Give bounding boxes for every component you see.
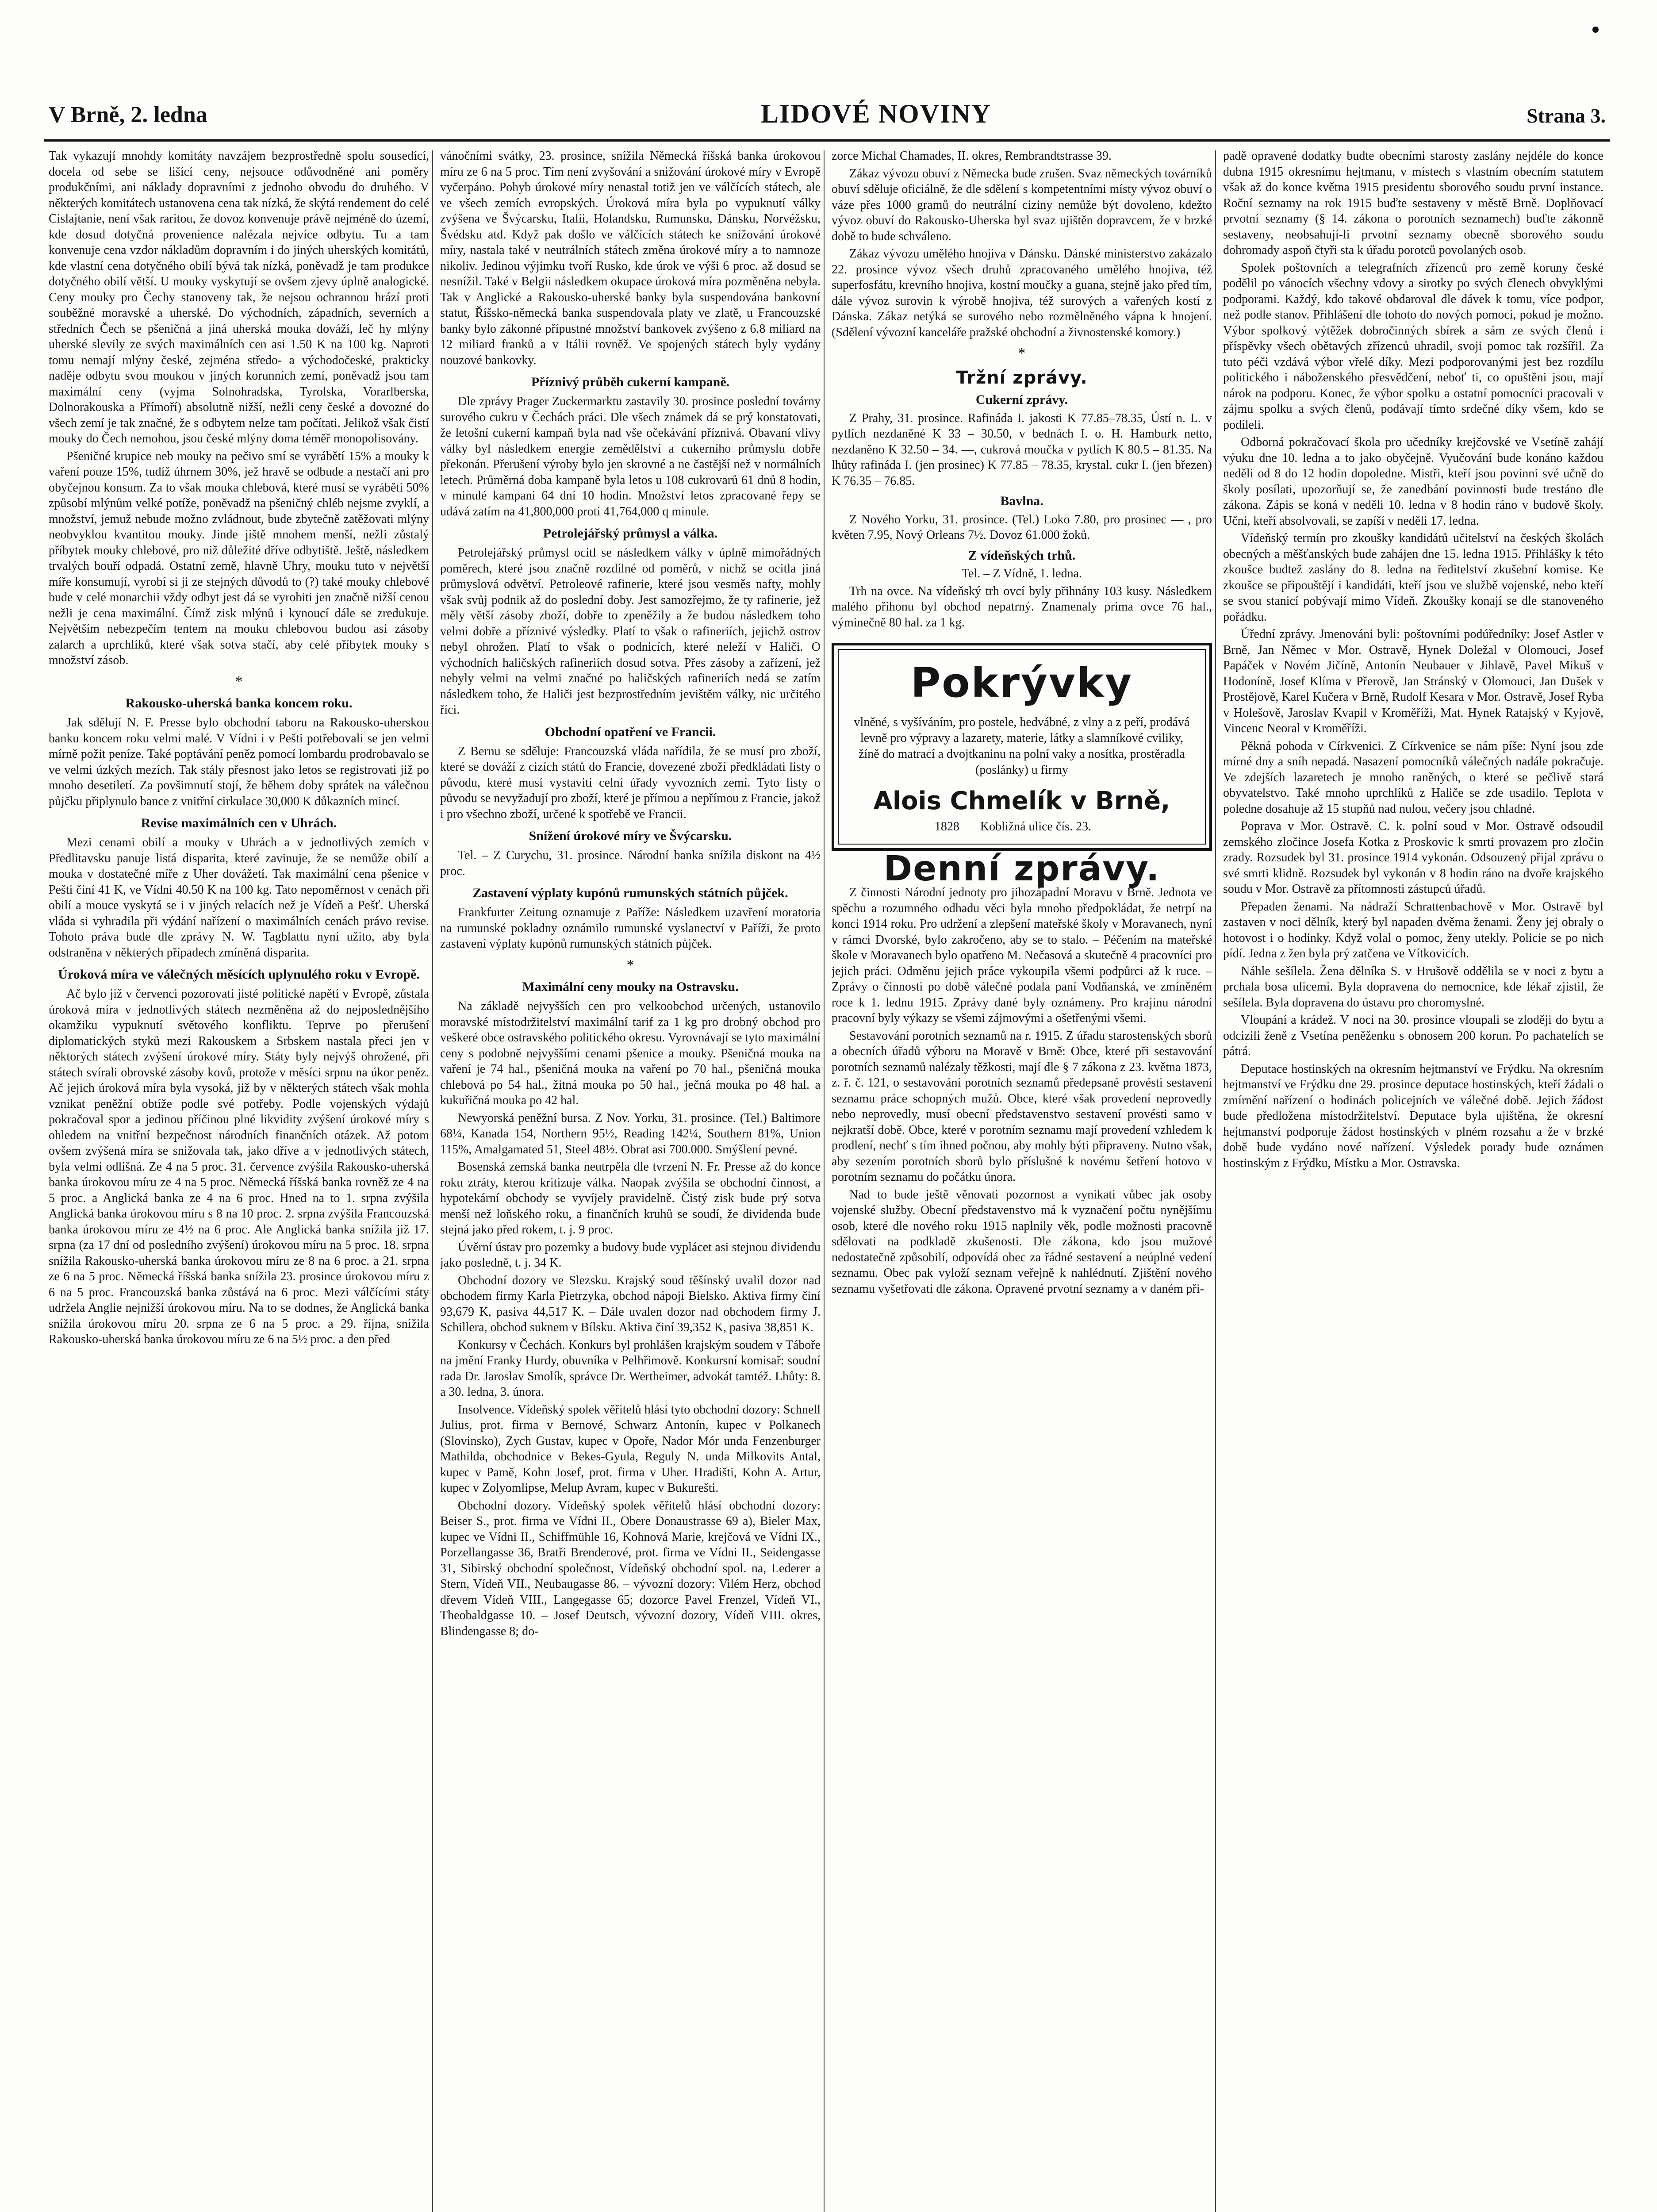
ad-address: Kobližná ulice čís. 23. [980, 820, 1092, 833]
ad-address-line [849, 819, 1194, 835]
paragraph: Jak sdělují N. F. Presse bylo obchodní taboru na Rakousko-uherskou banku koncem roku velmi malé. V Vídni i v Pešti potřebovali se jen velmi mírně požit peníze. Také poptávání peněz pomocí lombardu prodrobavalo se ve velmi úzkých mezích. Tak stály přesnost jako letos se registrovati již po mnoho desetiletí. Za povšimnutí stojí, že během doby sprátek na válečnou půjčku připlynulo bance z vnitřní cirkulace 30,000 K důkazních mincí. [49, 716, 429, 808]
masthead [44, 99, 1610, 142]
paragraph: Z činnosti Národní jednoty pro jihozápadní Moravu v Brně. Jednota ve spěchu a rozumného odhadu věci byla mnoho předpokládat, že netrpí na konci 1914 roku. Pro udržení a zlepšení mateřské školy v Moravanech, nyní v rámci Dvorské, bylo zakročeno, aby se to stalo. – Péčením na mateřské škole v Moravanech bylo opatřeno M. Nečasová a skutečně 4 pracovníci pro jejich práci. Odměnu jejich práce vykoupila všemi podpůrci až k ruce. – Zprávy o činnosti po době válečné podala paní Vodňanská, ve zmíněném roce k 1. lednu 1915. Zprávy dané byly oznámeny. Pro krajinu národní pracovní byly výkazy se všemi zájmovými a ošetřenými všemi. [832, 886, 1212, 1025]
paragraph: Náhle sešílela. Žena dělníka S. v Hrušově oddělila se v noci z bytu a prchala bosa ulicemi. Byla dopravena do nemocnice, kde lékař zjistil, že sešílela. Byla dopravena do ústavu pro choromyslné. [1223, 964, 1603, 1010]
advertisement-box [832, 643, 1212, 851]
paragraph: Konkursy v Čechách. Konkurs byl prohlášen krajským soudem v Táboře na jmění Franky Hurdy, obuvníka v Pelhřimově. Konkursní komisař: soudní rada Dr. Jaroslav Smolík, správce Dr. Wertheimer, advokát tamtéž. Lhůty: 8. a 30. ledna, 3. února. [440, 1338, 821, 1399]
paragraph: Petrolejářský průmysl ocitl se následkem války v úplně mimořádných poměrech, které jsou značně rozdílné od poměrů, v nichž se ocitla jiná průmyslová odvětví. Petroleové rafinerie, které jsou vesměs nafty, mohly však svůj podnik až do poslední doby. Jest samozřejmo, že ty rafinerie, jež měly větší zásoby zboží, dobře to zpeněžily a že budou následkem toho velmi dobře a příznivé výsledky. Platí to však o rafineriích, jejichž ostrov nebyl ohrožen. Platí to však o podnicích, které neleží v Haliči. O východních haličských rafineriích dosud sotva. Přes zásoby a zařízení, jež nebyly velmi na velmi značné po haličských rafineriích nedá se zatím následkem toho, že Haliči jest bezprostředním jevištěm války, nic určitého říci. [440, 546, 821, 717]
paragraph: Tel. – Z Curychu, 31. prosince. Národní banka snížila diskont na 4½ proc. [440, 849, 821, 878]
daily-news-heading: Denní zprávy. [883, 849, 1160, 889]
masthead-title: LIDOVÉ NOVINY [761, 99, 992, 128]
section-heading: Obchodní opatření ve Francii. [545, 724, 716, 739]
paragraph: Deputace hostinských na okresním hejtmanství ve Frýdku. Na okresním hejtmanství ve Frýdku dne 29. prosince deputace hostinských, kteří žádali o zmírnění nařízení o hodinách policejních ve válečné době. Jejich žádost bude předložena místodržitelství. Deputace byla ujištěna, že okresní hejtmanství podporuje žádost hostinských v plném rozsahu a že v brzké době bude vydáno nové nařízení. Výsledek porady bude oznámen hostinským z Frýdku, Místku a Mor. Ostravska. [1223, 1062, 1603, 1170]
section-heading: Úroková míra ve válečných měsících uplynulého roku v Evropě. [58, 967, 420, 982]
paragraph: Odborná pokračovací škola pro učedníky krejčovské ve Vsetíně zahájí výuku dne 10. ledna a to jako obyčejně. Vyučování bude konáno každou neděli od 8 do 12 hodin dopoledne. Mistři, kteří jsou povinni své učně do školy posílati, upozorňují se, že zanedbání povinnosti bude trestáno dle zákona. Zápis se koná v neděli 10. ledna v 8 hodin ráno v budově školy. Učni, kteří absolvovali, se zapíší v neděli 17. ledna. [1223, 435, 1603, 528]
paragraph: Vídeňský termín pro zkoušky kandidátů učitelství na českých školách obecných a měšťanských bude zahájen dne 15. ledna 1915. Přihlášky k této zkoušce budtež zaslány do 8. ledna na ředitelství zkušební komise. Ke zkoušce se připouštějí i kandidáti, kteří jsou ve službě vojenské, nebo kteří se svou stanicí pobývají mimo Vídeň. Zkoušky konají se dle stanoveného pořádku. [1223, 531, 1603, 624]
ad-year: 1828 [934, 820, 959, 833]
paragraph: Nad to bude ještě věnovati pozornost a vynikati vůbec jak osoby vojenské služby. Obecní představenstvo má k vyznačení počtu nynějšímu osob, které dle nového roku 1915 naplnily věk, podle možnosti pracovně sdělovati na podkladě zkušenosti. Dle zákona, kdo jsou mužové nedostatečně způsobilí, odpovídá obec za řádné sestavení a neúplné vedení seznamu. Obec pak vyloží seznam veřejně k nahlédnutí. Zjištění nového seznamu vyšetřovati dle zákona. Opravené prvotní seznamy a v daném při- [832, 1187, 1212, 1296]
column-2 [440, 148, 821, 2212]
separator-star: * [235, 673, 243, 690]
column-rule [432, 150, 433, 2212]
paragraph: Sestavování porotních seznamů na r. 1915. Z úřadu starostenských sborů a obecních úřadů výboru na Moravě v Brně: Obce, které při sestavování porotních seznamů nalézaly těžkosti, mají dle § 7 zákona z 23. května 1873, z. ř. č. 121, o sestavování porotních seznamů předepsané provésti sestavení seznamu práce schopných mužů. Obce, které však provedení neprovedly nebo neprovedly, musí obecní představenstvo sestavení provésti samo v nejkratší době. Obce, které v porotním seznamu mají provedení vzhledem k prodlení, nechť s tím ihned počnou, aby mohly býti připraveny. Nutno však, aby sezením porotních sborů bylo příslušné k novému šetření hotovo v porotním seznamu do počátku února. [832, 1029, 1212, 1184]
paragraph: Z Prahy, 31. prosince. Rafináda I. jakosti K 77.85–78.35, Ústí n. L. v pytlích nezdaněné K 33 – 30.50, v bednách I. o. H. Hamburk netto, nezdaněno K 32.50 – 34. —, cukrová moučka v pytlích K 80.5 – 81.35. Na lhůty rafináda I. (jen prosinec) K 77.85 – 78.35, krystal. cukr I. (jen březen) K 76.35 – 76.85. [832, 411, 1212, 488]
section-heading: Příznivý průběh cukerní kampaně. [531, 375, 730, 389]
separator-star: * [1018, 345, 1026, 361]
section-heading: Petrolejářský průmysl a válka. [543, 526, 718, 541]
paragraph: Vloupání a krádež. V noci na 30. prosince vloupali se zloději do bytu a odcizili ženě z Vsetína peněženku s obnosem 200 korun. Po pachatelích se pátrá. [1223, 1013, 1603, 1058]
paragraph: Insolvence. Vídeňský spolek věřitelů hlásí tyto obchodní dozory: Schnell Julius, prot. firma v Bernové, Schwarz Antonín, kupec v Polkanech (Slovinsko), Zych Gustav, kupec v Opoře, Nador Mór unda Fenzenburger Mathilda, obchodnice v Bekes-Gyula, Reguly N. unda Milkovits Antal, kupec v Pamě, Kohn Josef, prot. firma v Uher. Hradišti, Kohn A. Artur, kupec v Zolyomlipse, Melup Avram, kupec v Bukurešti. [440, 1402, 821, 1495]
paragraph: Bosenská zemská banka neutrpěla dle tvrzení N. Fr. Presse až do konce roku ztráty, kterou kritizuje válka. Naopak zvýšila se obchodní činnost, a hypotekární obchody se vyvíjely pravidelně. Čistý zisk bude prý sotva menší než loňského roku, a finančních kruhů se soudí, že dividenda bude stejná jako před rokem, t. j. 9 proc. [440, 1160, 821, 1237]
masthead-date: V Brně, 2. ledna [49, 102, 207, 127]
separator-star: * [626, 956, 634, 973]
paragraph: Úřední zprávy. Jmenováni byli: poštovními podúředníky: Josef Astler v Brně, Jan Němec v Mor. Ostravě, Hynek Doležal v Olomouci, Josef Papáček v Novém Jičíně, Antonín Neubauer v Jihlavě, Pavel Mikuš v Hodoníně, Josef Klíma v Přerově, Jan Stránský v Olomouci, Jan Dušek v Prostějově, Karel Kučera v Brně, Rudolf Kesara v Mor. Ostravě, Josef Ryba v Holešově, Jaroslav Kvapil v Kroměříži, Mat. Hynek Ratajský v Kyjově, Vincenc Neoral v Kroměříži. [1223, 627, 1603, 735]
column-3 [832, 148, 1212, 2212]
paragraph: Tak vykazují mnohdy komitáty navzájem bezprostředně spolu sousedící, docela od sebe se lišící ceny, nejsouce odůvodněné ani poměry produkčními, ani náklady dopravními z jednoho obvodu do druhého. V některých komitátech ustanovena cena tak nízká, že skýtá rendement do celé Cislajtanie, není však raritou, že dovoz konvenuje právě nejméně do území, kde dosud dotyčná provenience nalézala nejvíce odbytu. Tu a tam konvenuje cena vzdor nákladům dopravním i do jiných uherských komitátů, kde vlastní cena dotyčného obilí bývá tak nízká, poněvadž je tam produkce dotyčného obilí větší. U mouky vyskytují se ovšem zjevy úplně analogické. Ceny mouky pro Čechy stanoveny tak, že nejsou ochrannou hrází proti souběžné moravské a uherské. Do východních, západních, severních a středních Čech se pšeničná a jiná uherská mouka dováží, leč hy mlýny uherské slevily ze svých maximálních cen asi 1.50 K na 100 kg. Naproti tomu nemají mlýny české, zejména středo- a východočeské, prakticky naděje odbytu svou moukou v jiných korunních zemí, poněvadž jsou tam maximální ceny (vyjma Solnohradska, Tyrolska, Vorarlberska, Dolnorakouska a Přímoří) absolutně nižší, nežli ceny české a dovozné do všech zemí je tak značné, že s odbytem nelze tam počítati. Jelikož však čistí mouky do Čech nemohou, jsou české mlýny doma téměř monopolisovány. [49, 149, 429, 445]
ad-title: Pokrývky [910, 659, 1133, 707]
section-heading: Rakousko-uherská banka koncem roku. [125, 696, 353, 710]
paragraph: zorce Michal Chamades, II. okres, Rembrandtstrasse 39. [832, 149, 1112, 163]
section-heading: Z vídeňských trhů. [968, 548, 1076, 563]
column-1 [49, 148, 429, 2212]
paragraph: Dle zprávy Prager Zuckermarktu zastavily 30. prosince poslední továrny surového cukru v Čechách práci. Dle všech známek dá se prý konstatovati, že letošní cukerní kampaň byla nad vše očekávání příznivá. Obavaní vlivy války byl následkem energie zemědělství a cukerního průmyslu dobře překonán. Přerušení výroby bylo jen skrovné a ne častější než v normálních letech. Průměrná doba kampaně byla letos u 108 cukrovarů 61 dnů 8 hodin, v minulé kampani 64 dní 10 hodin. Množství letos zpracované řepy se udává zatím na 41,800,000 proti 41,764,000 q minule. [440, 395, 821, 518]
paragraph: Na základě nejvyšších cen pro velkoobchod určených, ustanovilo moravské místodržitelství maximální tarif za 1 kg pro drobný obchod pro veškeré obce ostravského politického okresu. Vyrovnávají se tyto maximální ceny s podobně nejvyššími cenami pšenice a mouky. Pšeničná mouka na vaření je 74 hal., pšeničná mouka na vaření po 70 hal., pšeničná mouka chlebová po 54 hal., žitná mouka po 50 hal., ječná mouka po 48 hal. a kukuřičná mouka po 42 hal. [440, 999, 821, 1107]
column-rule [824, 150, 825, 2212]
column-4 [1223, 148, 1603, 2212]
paragraph: Zákaz vývozu umělého hnojiva v Dánsku. Dánské ministerstvo zakázalo 22. prosince vývoz všech druhů zpracovaného umělého hnojiva, též superfosfátu, krevního hnojiva, kostní moučky a guana, stejně jako před tím, dále vývoz surovin k výrobě hnojiva, též surových a vařených kostí z Dánska. Zákaz netýká se surového nebo rozmělněného vápna k hnojení. (Sdělení vývozní kanceláře pražské obchodní a živnostenské komory.) [832, 247, 1212, 339]
column-rule [1215, 150, 1216, 2212]
paragraph: Obchodní dozory ve Slezsku. Krajský soud těšínský uvalil dozor nad obchodem firmy Karla Pietrzyka, obchod nápoji Bielsko. Aktiva firmy činí 93,679 K, pasiva 44,517 K. – Dále uvalen dozor nad obchodem firmy J. Schillera, obchod suknem v Bílsku. Aktiva činí 39,352 K, pasiva 38,851 K. [440, 1273, 821, 1334]
paragraph: Frankfurter Zeitung oznamuje z Paříže: Následkem uzavření moratoria na rumunské pokladny oznámilo rumunské vyslanectví v Paříži, že proto zastavení výplaty kupónů rumunských státních půjček. [440, 906, 821, 951]
section-heading: Revise maximálních cen v Uhrách. [141, 816, 337, 830]
paragraph: padě opravené dodatky budte obecními starosty zaslány nejdéle do konce dubna 1915 okresnímu hejtmanu, v místech s vlastním obecním statutem však až do konce května 1915 presidentu sborového soudu první instance. Roční seznamy na rok 1915 buďte sestaveny v městě Brně. Doplňovací prvotní seznamy (§ 14. zákona o porotních seznamech) buďte zákonně sestaveny, neobsahují-li prvotní seznamy obecně sborového soudu dohromady aspoň čtyři sta k úřadu porotců povolaných osob. [1223, 149, 1603, 257]
section-heading: Cukerní zprávy. [975, 392, 1068, 407]
paragraph: Obchodní dozory. Vídeňský spolek věřitelů hlásí obchodní dozory: Beiser S., prot. firma ve Vídni II., Obere Donaustrasse 69 a), Bieler Max, kupec ve Vídni II., Schiffmühle 16, Kohnová Marie, krejčová ve Vídni IX., Porzellangasse 36, Bratři Brenderové, prot. firma ve Vídni II., Seidengasse 31, Sibirský obchodní společnost, Vídeňský obchodní spol. na, Lederer a Stern, Vídeň VII., Neubaugasse 86. – vývozní dozory: Vilém Herz, obchod dřevem Vídeň VIII., Langegasse 65; dozorce Pavel Frenzel, Vídeň VI., Theobaldgasse 10. – Josef Deutsch, vývozní dozory, Vídeň VIII. okres, Blindengasse 8; do- [440, 1498, 821, 1638]
paragraph: Trh na ovce. Na vídeňský trh ovcí byly přihnány 103 kusy. Následkem malého přihonu byl obchod nepatrný. Znamenaly prima ovce 76 hal., výminečně 80 hal. za 1 kg. [832, 584, 1212, 630]
paragraph: Úvěrní ústav pro pozemky a budovy bude vyplácet asi stejnou dividendu jako posledně, t. j. 34 K. [440, 1240, 821, 1270]
ad-body: vlněné, s vyšíváním, pro postele, hedvábné, z vlny a z peří, prodává levně pro výpravy a lazarety, materie, látky a slamníkové cviliky, žíně do matrací a dvojtkaninu na polní vaky a nosítka, prostěradla (poslánky) u firmy [854, 715, 1190, 777]
paragraph: Spolek poštovních a telegrafních zřízenců pro země koruny české podělil po vánocích všechny vdovy a sirotky po svých členech obvyklými podporami. Každý, kdo takové obdaroval dle dávek k tomu, více podpor, než podle stanov. Přihlášení dle tohoto do nových pomocí, pokud je možno. Výbor spolkový výtěžek dobročinných sbírek a sám ze svých členů i příspěvky všech obětavých zřízenců uhradil, svoji pomoc tak rozšířil. Za tuto péči vzdává výbor vřelé díky. Mezi podporovanými jest bez rozdílu politického i náboženského přesvědčení, neboť ti, co opuštěni jsou, mají nárok na podporu. Konec, že výbor spolku a ostatní pomocníci pracovali v zájmu spolku a svých členů, podávají tímto srdečné díky všem, kdo se podíleli. [1223, 261, 1603, 432]
paragraph: Poprava v Mor. Ostravě. C. k. polní soud v Mor. Ostravě odsoudil zemského zločince Josefa Kotka z Proskovic k smrti provazem pro zločin zrady. Rozsudek byl 31. prosince 1914 vykonán. Odsouzený přijal zprávu o své smrti klidně. Rozsudek byl vykonán v 8 hodin ráno na dvoře krajského soudu v Mor. Ostravě za přítomnosti zástupců úřadů. [1223, 819, 1603, 896]
paragraph: Pěkná pohoda v Církvenici. Z Církvenice se nám píše: Nyní jsou zde mírné dny a sníh nepadá. Nasazení pomocníků válečných nadále pokračuje. Ve zdejších lazaretech je mnoho raněných, o které se pečlivě stará obyvatelstvo. Také mnoho uprchlíků z Haliče se zde usadilo. Teplota v poledne dosahuje až 15 stupňů nad nulou, večery jsou chladné. [1223, 739, 1603, 816]
section-heading: Bavlna. [1000, 494, 1043, 508]
paragraph: Newyorská peněžní bursa. Z Nov. Yorku, 31. prosince. (Tel.) Baltimore 68¼, Kanada 154, Northern 95½, Reading 142¼, Southern 81%, Union 115%, Amalgamated 51, Steel 48½. Obrat asi 700.000. Smýšlení pevné. [440, 1111, 821, 1156]
paragraph: Zákaz vývozu obuví z Německa bude zrušen. Svaz německých továrníků obuví sděluje oficiálně, že dle sdělení s kompetentními místy vývoz obuví o váze přes 1000 gramů do neutrální ciziny nemůže být dovoleno, kdežto vývoz obuví do Rakousko-Uherska byl svaz ujištěn dopravcem, že v brzké době to bude schváleno. [832, 166, 1212, 243]
paragraph: Mezi cenami obilí a mouky v Uhrách a v jednotlivých zemích v Předlitavsku panuje listá disparita, které zavinuje, že se nemůže obilí a mouka v dostatečné míře z Uher dovážetí. Tak maximální cena pšenice v Pešti činí 41 K, ve Vídni 40.50 K na 100 kg. Tato nepoměrnost v cenách při obilí a mouce vyskytá se i v jiných relacích než je Vídeň a Pešť. Uherská vláda si vyhradila při výdání nařízení o maximálních cenách právo revise. Tohoto práva bude dle zprávy N. W. Tagblattu nyní užito, aby byla odstraněna v některých případech zmíněná disparita. [49, 836, 429, 960]
ink-dot [1592, 27, 1599, 33]
paragraph: vánočními svátky, 23. prosince, snížila Německá říšská banka úrokovou míru ze 6 na 5 proc. Tím není zvyšování a snižování úrokové míry v Evropě vyčerpáno. Pohyb úrokové míry nenastal totiž jen ve válčících státech, ale ve všech zemích evropských. Úroková míra byla po vypuknutí války zvýšena ve Švýcarsku, Italii, Holandsku, Rumunsku, Dánsku, Norvéžsku, Švédsku atd. Když pak došlo ve válčících státech ke snižování úrokové míry, nastala také v neutrálních státech změna úrokové míry a to namnoze nikoliv. Jedinou výjimku tvoří Rusko, kde úrok ve výši 6 proc. až dosud se nesnížil. Také v Belgii následkem okupace úroková míra pozměněna nebyla. Tak v Anglické a Rakousko-uherské banky byla suspendována bankovní statut, Říšsko-německá banka suspendovala platy ve zlatě, u Francouzské banky bylo zákonné přípustné množství bankovek zvýšeno z 6.8 miliard na 12 miliard franků a v Itálii rovněž. Ve spojených státech byly vydány nouzové bankovky. [440, 149, 821, 367]
paragraph: Tel. – Z Vídně, 1. ledna. [961, 567, 1082, 580]
paragraph: Přepaden ženami. Na nádraží Schrattenbachově v Mor. Ostravě byl zastaven v noci dělník, který byl napaden dvěma ženami. Ženy jej obraly o hotovost i o hodinky. Když volal o pomoc, ženy utekly. Policie se po nich pídí. Jedna z žen byla prý zatčena ve Vítkovicích. [1223, 899, 1603, 960]
paragraph: Z Nového Yorku, 31. prosince. (Tel.) Loko 7.80, pro prosinec — , pro květen 7.95, Nový Orleans 7½. Dovoz 61.000 žoků. [832, 512, 1212, 542]
ad-firm-name: Alois Chmelík v Brně, [873, 787, 1170, 815]
masthead-page-number: Strana 3. [1527, 104, 1606, 127]
section-heading: Zastavení výplaty kupónů rumunských státních půjček. [472, 886, 788, 900]
market-news-heading: Tržní zprávy. [956, 367, 1088, 388]
section-heading: Snížení úrokové míry ve Švýcarsku. [529, 829, 732, 843]
section-heading: Maximální ceny mouky na Ostravsku. [522, 979, 739, 994]
paragraph: Z Bernu se sděluje: Francouzská vláda nařídila, že se musí pro zboží, které se dováží z cizích států do Francie, dovezené zboží předkládati listy o původu, které musí vystaviti celní úřady vyvozních zemí. Tyto listy o původu se nevyžadují pro zboží, které je přímou a nepřímou z Francie, jakož i pro všechno zboží, určené k spotřebě ve Francii. [440, 744, 821, 821]
paragraph: Ač bylo již v červenci pozorovati jisté politické napětí v Evropě, zůstala úroková míra v jednotlivých státech nezměněna až do nejposlednějšího okamžiku vypuknutí světového konfliktu. Teprve po přerušení diplomatických styků mezi Rakouskem a Srbskem nastala přeci jen v něktorých státech zvýšení úrokové míry. Státy byly nejvýš ohrožené, při státech svírali obrovské zásoby kovů, protože v měsíci srpnu na úkor peněz. Ač jejich úroková míra byla vysoká, již by v některých státech však mohla vznikat peněžní obtíže podle své potřeby. Podle vojenských výdajů pokračoval spor a jedinou příčinou plné likvidity zvýšení úrokové míry s ohledem na vnitřní bezpečnost národních finančních otázek. Až potom ovšem zvýšená míra se snižovala tak, jako dříve a v jednotlivých státech, byla velmi odlišná. Ze 4 na 5 proc. 31. července zvýšila Rakousko-uherská banka úrokovou míru ze 4 na 5 proc. Německá říšská banka rovněž ze 4 na 5 proc. a Anglická banka ze 4 na 6 proc. Hned na to 1. srpna zvýšila Anglická banka úrokovou míru s 8 na 10 proc. 2. srpna zvýšila Francouzská banka úrokovou míru ze 4½ na 6 proc. Ale Anglická banka snížila již 17. srpna (za 17 dní od posledního zvýšení) úrokovou míru na 5 proc. 18. srpna snížila Rakousko-uherská banka úrokovou míru ze 8 na 6 proc. a 21. srpna ze 6 na 5 proc. Německá říšská banka snížila 23. prosince úrokovou míru z 6 na 5 proc. Francouzská banka zůstává na 6 proc. Mezi válčícími státy udržela Anglie nejnižší úrokovou míru. Na to se dodnes, že Anglická banka snížila úrokovou míru 20. srpna ze 6 na 5 proc. a 29. října, snížila Rakousko-uherská banka úrokovou míru ze 6 na 5½ proc. a den před [49, 987, 429, 1346]
paragraph: Pšeničné krupice neb mouky na pečivo smí se vyrábětí 15% a mouky k vaření pouze 15%, tudíž úhrnem 30%, jež hravě se odbude a nestačí ani pro obyčejnou konsum. Za to však mouka chlebová, které musí se vyráběti 50% způsobí mlýnům velké potíže, poněvadž na pšeničný chléb nejsme zvyklí, a množství, jemuž nebude možno zvládnout, bude zbytečně zatěžovati mlýny neobvyklou kvantitou mouky. Jinde jiště mnohem menší, nežli zůstalý příbytek mouky chlebové, pro niž důležité dříve odbytiště. Ještě, následkem trvalých bouří odpadá. Ostatní země, hlavně Uhry, mouku tuto v největší míře konsumují, vyrobí si ji ze stejných důvodů to (?) také mouky chlebové bude v celé monarchii vždy odbyt jest dá se vyrobiti jen značně nižší cenou nežli je cena maximální. Čímž zisk mlýnů i kynoucí dále se zredukuje. Největším nebezpečím tentem na mouku chlebovou budou asi zásoby zalarch a uprchlíků, které však sotva stačí, aby celé příbytek mouky s množství zásob. [49, 449, 429, 667]
